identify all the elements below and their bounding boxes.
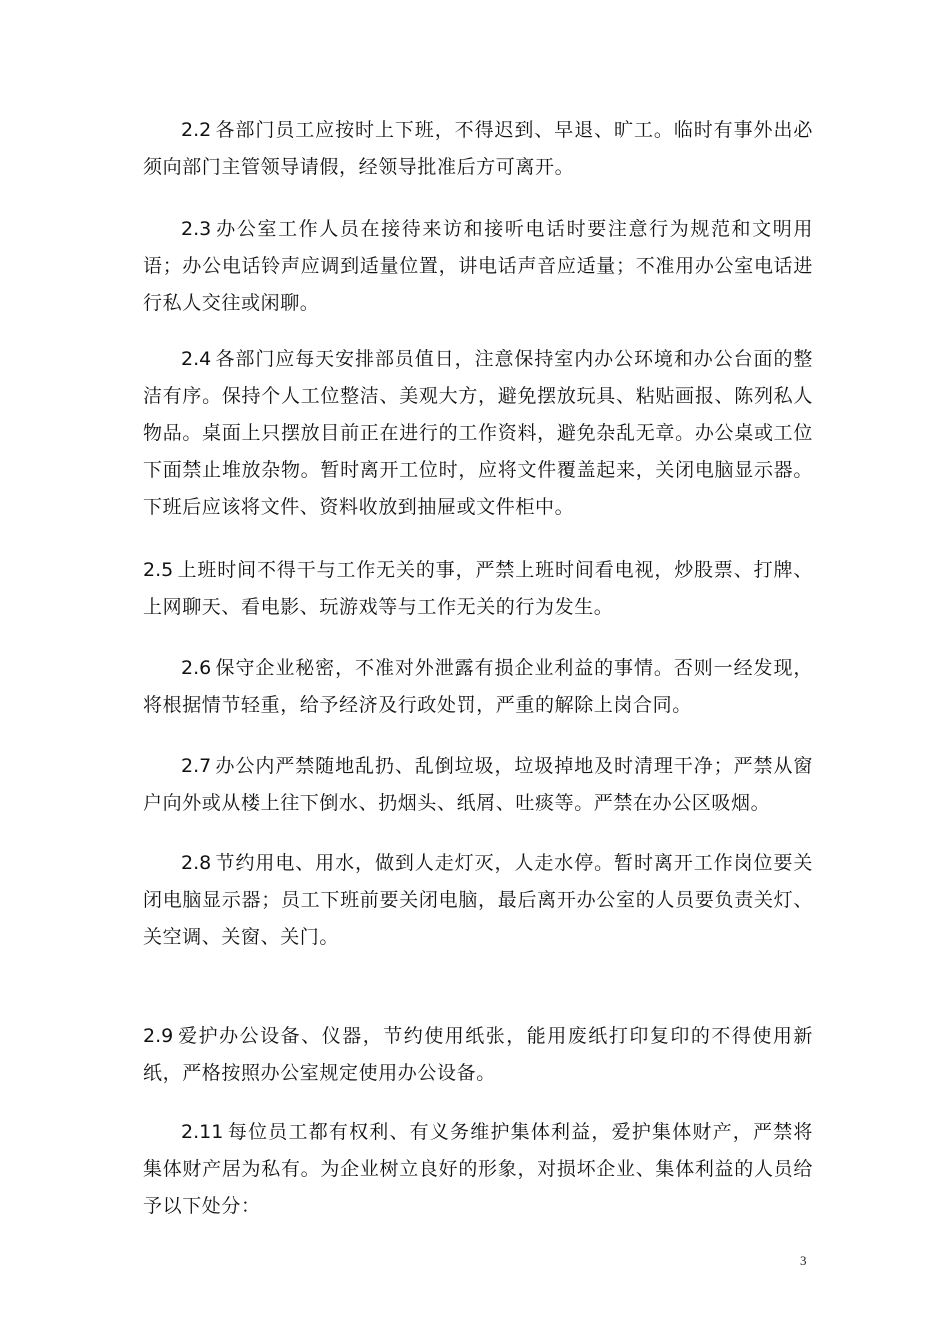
paragraph-2-6 — [143, 650, 813, 724]
clause-text: 上班时间不得干与工作无关的事，严禁上班时间看电视，炒股票、打牌、上网聊天、看电影、玩游戏等与工作无关的行为发生。 — [143, 559, 813, 618]
clause-number: 2.11 — [181, 1121, 224, 1143]
paragraph-2-9 — [143, 1018, 813, 1092]
clause-text: 各部门应每天安排部员值日，注意保持室内办公环境和办公台面的整洁有序。保持个人工位整洁、美观大方，避免摆放玩具、粘贴画报、陈列私人物品。桌面上只摆放目前正在进行的工作资料，避免杂乱无章。办公桌或工位下面禁止堆放杂物。暂时离开工位时，应将文件覆盖起来，关闭电脑显示器。下班后应该将文件、资料收放到抽屉或文件柜中。 — [143, 348, 813, 518]
paragraph-2-11 — [143, 1114, 813, 1225]
clause-number: 2.4 — [181, 348, 212, 370]
clause-text: 节约用电、用水，做到人走灯灭，人走水停。暂时离开工作岗位要关闭电脑显示器；员工下班前要关闭电脑，最后离开办公室的人员要负责关灯、关空调、关窗、关门。 — [143, 852, 813, 948]
paragraph-2-4 — [143, 341, 813, 526]
clause-number: 2.7 — [181, 755, 212, 777]
clause-text: 各部门员工应按时上下班，不得迟到、早退、旷工。临时有事外出必须向部门主管领导请假，经领导批准后方可离开。 — [143, 119, 813, 178]
clause-text: 每位员工都有权利、有义务维护集体利益，爱护集体财产，严禁将集体财产居为私有。为企业树立良好的形象，对损坏企业、集体利益的人员给予以下处分： — [143, 1121, 813, 1217]
clause-text: 办公室工作人员在接待来访和接听电话时要注意行为规范和文明用语；办公电话铃声应调到适量位置，讲电话声音应适量；不准用办公室电话进行私人交往或闲聊。 — [143, 218, 813, 314]
paragraph-2-5 — [143, 552, 813, 626]
clause-number: 2.3 — [181, 218, 212, 240]
clause-number: 2.5 — [143, 559, 174, 581]
clause-number: 2.9 — [143, 1025, 174, 1047]
clause-text: 办公内严禁随地乱扔、乱倒垃圾，垃圾掉地及时清理干净；严禁从窗户向外或从楼上往下倒水、扔烟头、纸屑、吐痰等。严禁在办公区吸烟。 — [143, 755, 813, 814]
paragraph-2-2 — [143, 112, 813, 186]
clause-number: 2.2 — [181, 119, 212, 141]
clause-number: 2.6 — [181, 657, 212, 679]
clause-text: 保守企业秘密，不准对外泄露有损企业利益的事情。否则一经发现，将根据情节轻重，给予经济及行政处罚，严重的解除上岗合同。 — [143, 657, 813, 716]
page-number: 3 — [800, 1253, 807, 1268]
clause-number: 2.8 — [181, 852, 212, 874]
paragraph-2-7 — [143, 748, 813, 822]
paragraph-2-8 — [143, 845, 813, 956]
clause-text: 爱护办公设备、仪器，节约使用纸张，能用废纸打印复印的不得使用新纸，严格按照办公室规定使用办公设备。 — [143, 1025, 813, 1084]
paragraph-2-3 — [143, 211, 813, 322]
